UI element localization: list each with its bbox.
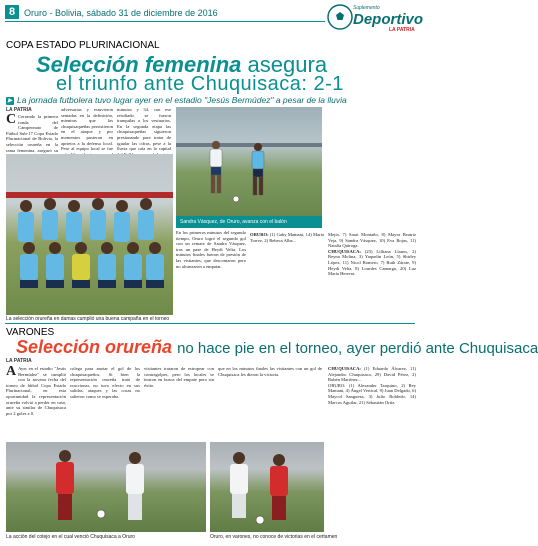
oruro-lineup-column bbox=[250, 232, 324, 318]
arrow-icon: ▶ bbox=[7, 97, 13, 104]
dateline: Oruro - Bolivia, sábado 31 de diciembre de 2016 bbox=[24, 8, 218, 18]
byline: LA PATRIA bbox=[6, 107, 32, 113]
headline-1-word: asegura bbox=[247, 52, 328, 77]
logo-main-text: Deportivo bbox=[353, 11, 424, 28]
drop-cap-2: A bbox=[6, 364, 17, 379]
section-label: COPA ESTADO PLURINACIONAL bbox=[6, 40, 160, 51]
article2-lineups bbox=[328, 366, 416, 538]
photo-caption-right: Sandra Vásquez, de Oruro, avanza con el balón bbox=[180, 219, 287, 225]
logo-paper-name: LA PATRIA bbox=[389, 27, 415, 33]
a2-chq: (1) Eduardo Álvarez, 11) Alejandro Chuquisaca, 29) David Pérez, 2) Rubén Martínez... bbox=[328, 366, 416, 383]
lineup-oruro-label: ORURO: bbox=[250, 232, 269, 237]
article2-col4: que en los minutos finales las visitantes con un gol de Chuquisaca les dieron la victoria. bbox=[218, 366, 322, 377]
team-silhouettes bbox=[6, 154, 173, 315]
article2-col2: colega para anotar el gol de los chuquisaqueños. Si bien la representación orureña trató de reaccionar, no tuvo efecto en sus salidas, ataques y las cosas no salieron como se esperaba. bbox=[70, 366, 140, 399]
byline-2: LA PATRIA bbox=[6, 358, 32, 364]
photo-caption-right-bottom: Oruro, en varones, no conoce de victorias en el certamen bbox=[210, 534, 338, 540]
section-rule bbox=[5, 323, 415, 324]
headline-1b: el triunfo ante Chuquisaca: 2-1 bbox=[56, 73, 344, 95]
section-label-2: VARONES bbox=[6, 327, 55, 338]
drop-cap: C bbox=[6, 112, 17, 127]
photo-men-match-left bbox=[6, 442, 206, 532]
caption-bar bbox=[176, 216, 322, 228]
photo-caption-team: La selección orureña en damas cumplió una buena campaña en el torneo bbox=[6, 316, 170, 322]
men-right-silhouettes bbox=[210, 442, 324, 532]
photo-player-running bbox=[176, 107, 322, 216]
lineup-oruro: (1) Gaby Mamani, 14) María Torrez, 2) Rebeca Alba... bbox=[250, 232, 325, 243]
lineups-column bbox=[328, 232, 416, 318]
lineup-intro: Mejía, 7) Sarai Montaño, 8) Mayra Beatriz Veja, 9) Sandra Vásquez, 10) Eva Rojas, 11) Natalia Quiroga. bbox=[328, 232, 416, 249]
a2-chq-label: CHUQUISACA: bbox=[328, 366, 361, 371]
page-number: 8 bbox=[5, 5, 19, 19]
photo-caption-left: La acción del cotejo en el cual venció Chuquisaca a Oruro bbox=[6, 534, 135, 540]
photo-team-lineup bbox=[6, 154, 173, 315]
article1-col2: adversarias y estuvieron sentadas en la definición, mientras que las chuquisaqueñas persistieron en el ataque y por momentos pusieron en aprietos a la defensa local. Pese al equipo local se fue bbox=[61, 107, 113, 152]
player-silhouettes bbox=[176, 107, 322, 216]
headline-2 bbox=[16, 337, 538, 358]
article2-col1 bbox=[6, 366, 66, 438]
header-rule bbox=[5, 21, 325, 22]
lineup-chq-label: CHUQUISACA: bbox=[328, 248, 361, 254]
subheadline-text: La jornada futbolera tuvo lugar ayer en el estadio "Jesús Bermúdez" a pesar de la lluvia bbox=[17, 95, 347, 105]
men-left-silhouettes bbox=[6, 442, 206, 532]
ball-icon bbox=[327, 4, 353, 30]
col1-text: Cerrando la primera ronda del Campeonato de Fútbol Sub-17 Copa Estado Plurinacional de Bolivia, la selección orureña en la rama femenina, aseguró su bbox=[6, 114, 58, 153]
logo-small-text: Suplemento bbox=[353, 5, 380, 11]
article2-col1-text: Ayer en el estadio "Jesús Bermúdez" se cumplió con la novena fecha del torneo de fútbol Copa Estado Plurinacional, en esta oportunidad la representación orureña volvió a perder en casa, ante su similar de Chuquisaca por 2 goles a 0. bbox=[6, 366, 66, 416]
headline-1-highlight: Selección femenina bbox=[36, 52, 242, 77]
subheadline bbox=[6, 95, 347, 105]
lineup-chq: (23) Lilliana Llanos, 2) Reyna Molina, 3) Yaquelin León, 5) Shirley López, 11) Nicol Romero, 7) Ruth Zárate, 9) Heydi Velia, 8) Lourdes Camargo, 20) Luz María Herrera. bbox=[328, 248, 416, 277]
article1-col3: minutos y 34, con ese resultado se fueron tranquilas a los vestuarios. En la segunda etapa las chuquisaqueñas siguieron presionando para tratar de igualar las cifras, pese a la lluvia que caía en la capital bbox=[117, 107, 171, 152]
photo-men-match-right bbox=[210, 442, 324, 532]
supplement-logo bbox=[325, 2, 424, 33]
headline-2-rest: no hace pie en el torneo, ayer perdió ante Chuquisaca bbox=[177, 340, 538, 357]
article1-col4: En los primeros minutos del segundo tiempo, Oruro logró el segundo gol con un remate de Sandra Vásquez, tras un pase de Heydi Velia. Los minutos finales fueron de presión de las visitantes, que descontaron pero no alcanzaron a empatar. bbox=[176, 230, 246, 269]
a2-oruro: ORURO: (1) Alexander Tarquino, 2) Rey Mamani, 4) Ángel Vertical, 9) Juan Delgado, 6) Maycol Sangueza, 3) Julio Robledo, 14) Marcos Aguilar, 21) Sebastián Ortiz. bbox=[328, 382, 416, 405]
article2-col3: visitantes trataron de estropear con contragolpes, pero los locales se tiraron en busca del empate pero sin éxito. bbox=[144, 366, 214, 388]
page-header bbox=[0, 0, 424, 36]
headline-2-highlight: Selección orureña bbox=[16, 337, 173, 357]
